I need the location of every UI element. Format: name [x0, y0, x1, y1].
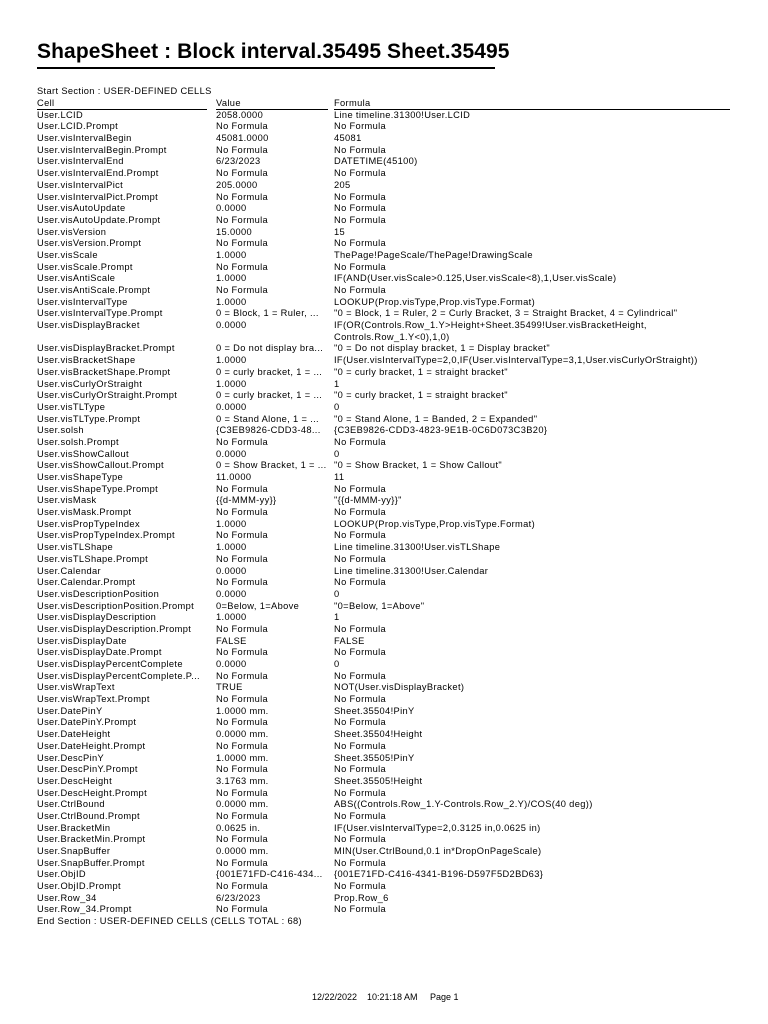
- cell-formula: No Formula: [334, 904, 387, 915]
- table-row: [37, 834, 737, 846]
- cell-formula: FALSE: [334, 635, 365, 646]
- cell-name: User.visShowCallout.Prompt: [37, 460, 164, 471]
- cell-name: User.visCurlyOrStraight.Prompt: [37, 390, 178, 401]
- cell-name: User.DatePinY.Prompt: [37, 717, 137, 728]
- cell-name: User.BracketMin.Prompt: [37, 834, 146, 845]
- table-row: [37, 671, 737, 683]
- cell-formula: "0=Below, 1=Above": [334, 600, 425, 611]
- table-row: [37, 741, 737, 753]
- cell-formula: 205: [334, 179, 351, 190]
- cell-value: 15.0000: [216, 226, 253, 237]
- cell-value: 0.0000 mm.: [216, 846, 269, 857]
- cell-value: 0.0000 mm.: [216, 799, 269, 810]
- cell-value: 0.0625 in.: [216, 822, 261, 833]
- cell-formula: {001E71FD-C416-4341-B196-D597F5D2BD63}: [334, 869, 544, 880]
- cell-formula: Line timeline.31300!User.Calendar: [334, 565, 489, 576]
- cell-formula: No Formula: [334, 191, 387, 202]
- cell-name: User.visWrapText.Prompt: [37, 694, 150, 705]
- cell-formula: 1: [334, 612, 340, 623]
- cell-name: User.visAntiScale: [37, 273, 116, 284]
- cell-name: User.Calendar.Prompt: [37, 577, 136, 588]
- cell-value: 1.0000 mm.: [216, 705, 269, 716]
- cell-value: No Formula: [216, 238, 269, 249]
- cell-name: User.visVersion: [37, 226, 107, 237]
- cell-name: User.CtrlBound: [37, 799, 105, 810]
- cell-formula: 0: [334, 448, 340, 459]
- table-row: [37, 121, 737, 133]
- cell-name: User.visShowCallout: [37, 448, 129, 459]
- cell-formula: No Formula: [334, 144, 387, 155]
- cell-formula: No Formula: [334, 577, 387, 588]
- cell-formula: No Formula: [334, 203, 387, 214]
- cell-name: User.ObjID.Prompt: [37, 881, 121, 892]
- table-row: [37, 788, 737, 800]
- cell-value: No Formula: [216, 694, 269, 705]
- table-row: [37, 379, 737, 391]
- cell-name: User.solsh.Prompt: [37, 436, 119, 447]
- cell-value: No Formula: [216, 857, 269, 868]
- cell-value: No Formula: [216, 507, 269, 518]
- cell-value: 0.0000: [216, 320, 247, 331]
- table-row: [37, 764, 737, 776]
- cell-formula: ABS((Controls.Row_1.Y-Controls.Row_2.Y)/COS(40 deg)): [334, 799, 593, 810]
- cell-formula: No Formula: [334, 810, 387, 821]
- footer-page-number: Page 1: [430, 992, 459, 1002]
- table-row: [37, 285, 737, 297]
- cell-value: 0 = curly bracket, 1 = ...: [216, 390, 323, 401]
- cell-value: No Formula: [216, 191, 269, 202]
- cell-name: User.visMask: [37, 495, 97, 506]
- cell-name: User.visIntervalPict: [37, 179, 124, 190]
- cell-value: 3.1763 mm.: [216, 775, 269, 786]
- table-row: [37, 858, 737, 870]
- table-body: [37, 110, 737, 916]
- table-row: [37, 425, 737, 437]
- cell-value: 1.0000: [216, 273, 247, 284]
- table-row: [37, 449, 737, 461]
- cell-name: User.DescHeight: [37, 775, 113, 786]
- footer-time: 10:21:18 AM: [367, 992, 418, 1002]
- cell-formula: "0 = Block, 1 = Ruler, 2 = Curly Bracket, 3 = Straight Bracket, 4 = Cylindrical": [334, 308, 678, 319]
- table-row: [37, 484, 737, 496]
- cell-formula: LOOKUP(Prop.visType,Prop.visType.Format): [334, 296, 536, 307]
- cell-value: No Formula: [216, 764, 269, 775]
- cell-value: 1.0000: [216, 355, 247, 366]
- cell-formula: Line timeline.31300!User.visTLShape: [334, 542, 501, 553]
- table-row: [37, 811, 737, 823]
- table-row: [37, 694, 737, 706]
- cell-name: User.visTLType.Prompt: [37, 413, 141, 424]
- table-row: [37, 729, 737, 741]
- cell-formula: Sheet.35505!PinY: [334, 752, 415, 763]
- cell-value: 1.0000: [216, 612, 247, 623]
- cell-name: User.visDisplayPercentComplete.P...: [37, 670, 200, 681]
- cell-formula: No Formula: [334, 483, 387, 494]
- cell-value: No Formula: [216, 144, 269, 155]
- table-row: [37, 706, 737, 718]
- cell-value: No Formula: [216, 787, 269, 798]
- cell-value: 1.0000: [216, 378, 247, 389]
- cell-formula: "{{d-MMM-yy}}": [334, 495, 402, 506]
- table-row: [37, 402, 737, 414]
- cell-value: 0 = Show Bracket, 1 = ...: [216, 460, 327, 471]
- cell-formula: No Formula: [334, 834, 387, 845]
- cell-formula: Sheet.35505!Height: [334, 775, 423, 786]
- table-row: [37, 577, 737, 589]
- table-row: [37, 612, 737, 624]
- cell-formula: No Formula: [334, 694, 387, 705]
- column-header-formula: Formula: [334, 98, 371, 108]
- table-row: [37, 367, 737, 379]
- cell-formula: No Formula: [334, 647, 387, 658]
- cell-formula: IF(User.visIntervalType=2,0,IF(User.visIntervalType=3,1,User.visCurlyOrStraight)): [334, 355, 698, 366]
- cell-name: User.visMask.Prompt: [37, 507, 132, 518]
- cell-name: User.DateHeight: [37, 729, 111, 740]
- cell-name: User.visDisplayDate: [37, 635, 127, 646]
- cell-value: 45081.0000: [216, 133, 269, 144]
- cell-formula: LOOKUP(Prop.visType,Prop.visType.Format): [334, 518, 536, 529]
- table-row: [37, 110, 737, 122]
- cell-value: No Formula: [216, 670, 269, 681]
- cell-name: User.visDisplayBracket.Prompt: [37, 343, 175, 354]
- table-row: [37, 133, 737, 145]
- table-row: [37, 308, 737, 320]
- cell-name: User.DescPinY: [37, 752, 105, 763]
- cell-value: 0 = Block, 1 = Ruler, ...: [216, 308, 319, 319]
- cell-formula: No Formula: [334, 530, 387, 541]
- table-row: [37, 776, 737, 788]
- table-row: [37, 659, 737, 671]
- cell-value: 6/23/2023: [216, 156, 261, 167]
- cell-name: User.visScale.Prompt: [37, 261, 133, 272]
- cell-formula: IF(AND(User.visScale>0.125,User.visScale<8),1,User.visScale): [334, 273, 617, 284]
- cell-value: FALSE: [216, 635, 247, 646]
- cell-value: No Formula: [216, 483, 269, 494]
- table-row: [37, 846, 737, 858]
- table-row: [37, 343, 737, 355]
- table-row: [37, 904, 737, 916]
- cell-formula: No Formula: [334, 507, 387, 518]
- cell-value: No Formula: [216, 553, 269, 564]
- cell-name: User.visTLShape.Prompt: [37, 553, 149, 564]
- table-row: [37, 647, 737, 659]
- cell-value: No Formula: [216, 904, 269, 915]
- cell-formula: No Formula: [334, 857, 387, 868]
- table-row: [37, 168, 737, 180]
- cell-value: 1.0000: [216, 542, 247, 553]
- cell-value: No Formula: [216, 168, 269, 179]
- cell-name: User.visShapeType.Prompt: [37, 483, 159, 494]
- cell-name: User.visIntervalBegin: [37, 133, 132, 144]
- table-row: [37, 601, 737, 613]
- cell-formula: No Formula: [334, 261, 387, 272]
- table-row: [37, 753, 737, 765]
- cell-name: User.visIntervalBegin.Prompt: [37, 144, 167, 155]
- cell-value: 2058.0000: [216, 109, 264, 120]
- cell-name: User.visShapeType: [37, 472, 124, 483]
- table-row: [37, 414, 737, 426]
- table-row: [37, 566, 737, 578]
- table-row: [37, 881, 737, 893]
- shapesheet-table: [37, 98, 737, 928]
- cell-value: No Formula: [216, 740, 269, 751]
- table-row: [37, 495, 737, 507]
- cell-name: User.DateHeight.Prompt: [37, 740, 146, 751]
- cell-name: User.visDisplayPercentComplete: [37, 659, 183, 670]
- table-row: [37, 180, 737, 192]
- cell-value: 6/23/2023: [216, 892, 261, 903]
- cell-formula: 0: [334, 659, 340, 670]
- table-row: [37, 156, 737, 168]
- table-row: [37, 542, 737, 554]
- cell-name: User.DescHeight.Prompt: [37, 787, 148, 798]
- cell-formula: Line timeline.31300!User.LCID: [334, 109, 471, 120]
- cell-formula: "0 = curly bracket, 1 = straight bracket": [334, 366, 508, 377]
- cell-value: 1.0000: [216, 296, 247, 307]
- cell-value: 0.0000: [216, 565, 247, 576]
- cell-name: User.visIntervalPict.Prompt: [37, 191, 159, 202]
- cell-formula: No Formula: [334, 717, 387, 728]
- cell-formula: 11: [334, 472, 345, 483]
- table-row: [37, 250, 737, 262]
- cell-name: User.visDisplayDate.Prompt: [37, 647, 162, 658]
- cell-formula: No Formula: [334, 121, 387, 132]
- table-row: [37, 589, 737, 601]
- cell-value: No Formula: [216, 436, 269, 447]
- cell-formula: Sheet.35504!Height: [334, 729, 423, 740]
- cell-value: No Formula: [216, 530, 269, 541]
- table-row: [37, 893, 737, 905]
- cell-value: 0 = Stand Alone, 1 = ...: [216, 413, 319, 424]
- cell-formula: ThePage!PageScale/ThePage!DrawingScale: [334, 249, 533, 260]
- cell-value: 0 = curly bracket, 1 = ...: [216, 366, 323, 377]
- cell-name: User.visScale: [37, 249, 98, 260]
- cell-name: User.Calendar: [37, 565, 101, 576]
- cell-name: User.visDisplayDescription: [37, 612, 157, 623]
- cell-value: 0.0000: [216, 588, 247, 599]
- table-row: [37, 624, 737, 636]
- cell-formula: No Formula: [334, 881, 387, 892]
- cell-value: No Formula: [216, 717, 269, 728]
- cell-value: No Formula: [216, 810, 269, 821]
- table-row: [37, 823, 737, 835]
- cell-value: 0.0000: [216, 203, 247, 214]
- table-row: [37, 192, 737, 204]
- cell-value: 1.0000: [216, 249, 247, 260]
- cell-formula: [334, 320, 647, 343]
- cell-name: User.solsh: [37, 425, 84, 436]
- column-header-value: Value: [216, 98, 241, 108]
- cell-value: No Formula: [216, 285, 269, 295]
- cell-value: TRUE: [216, 682, 243, 693]
- cell-name: User.CtrlBound.Prompt: [37, 810, 140, 821]
- cell-name: User.SnapBuffer: [37, 846, 111, 857]
- cell-name: User.ObjID: [37, 869, 86, 880]
- cell-formula: Sheet.35504!PinY: [334, 705, 415, 716]
- cell-formula: No Formula: [334, 214, 387, 225]
- cell-name: User.visBracketShape: [37, 355, 136, 366]
- cell-value: No Formula: [216, 647, 269, 658]
- cell-formula: 0: [334, 588, 340, 599]
- cell-name: User.visDisplayBracket: [37, 320, 140, 331]
- cell-value: {C3EB9826-CDD3-48...: [216, 425, 321, 436]
- cell-value: No Formula: [216, 623, 269, 634]
- table-row: [37, 682, 737, 694]
- table-row: [37, 320, 737, 343]
- cell-value: {001E71FD-C416-434...: [216, 869, 323, 880]
- cell-name: User.visDisplayDescription.Prompt: [37, 623, 192, 634]
- cell-value: No Formula: [216, 881, 269, 892]
- cell-formula: No Formula: [334, 670, 387, 681]
- cell-name: User.visCurlyOrStraight: [37, 378, 143, 389]
- table-row: [37, 297, 737, 309]
- column-header-cell: Cell: [37, 98, 55, 108]
- cell-name: User.visAntiScale.Prompt: [37, 285, 151, 295]
- cell-formula: No Formula: [334, 787, 387, 798]
- table-row: [37, 636, 737, 648]
- cell-name: User.visIntervalType.Prompt: [37, 308, 163, 319]
- cell-name: User.visPropTypeIndex: [37, 518, 140, 529]
- cell-name: User.visTLShape: [37, 542, 114, 553]
- cell-formula: Prop.Row_6: [334, 892, 389, 903]
- cell-value: 0.0000: [216, 448, 247, 459]
- table-row: [37, 273, 737, 285]
- table-row: [37, 472, 737, 484]
- cell-name: User.visPropTypeIndex.Prompt: [37, 530, 175, 541]
- cell-name: User.LCID.Prompt: [37, 121, 119, 132]
- table-row: [37, 519, 737, 531]
- cell-name: User.BracketMin: [37, 822, 111, 833]
- cell-name: User.visVersion.Prompt: [37, 238, 142, 249]
- cell-formula: NOT(User.visDisplayBracket): [334, 682, 465, 693]
- table-row: [37, 717, 737, 729]
- cell-formula: No Formula: [334, 623, 387, 634]
- table-header: [37, 98, 737, 110]
- cell-value: 0=Below, 1=Above: [216, 600, 300, 611]
- cell-value: {{d-MMM-yy}}: [216, 495, 277, 506]
- table-row: [37, 530, 737, 542]
- cell-formula: No Formula: [334, 436, 387, 447]
- cell-name: User.visIntervalEnd.Prompt: [37, 168, 159, 179]
- cell-name: User.Row_34.Prompt: [37, 904, 132, 915]
- cell-formula: MIN(User.CtrlBound,0.1 in*DropOnPageScale): [334, 846, 542, 857]
- cell-formula: "0 = Do not display bracket, 1 = Display bracket": [334, 343, 550, 354]
- table-row: [37, 215, 737, 227]
- cell-name: User.visWrapText: [37, 682, 115, 693]
- cell-formula: DATETIME(45100): [334, 156, 418, 167]
- table-row: [37, 460, 737, 472]
- cell-value: 1.0000: [216, 518, 247, 529]
- cell-value: No Formula: [216, 214, 269, 225]
- cell-value: 1.0000 mm.: [216, 752, 269, 763]
- cell-formula: No Formula: [334, 764, 387, 775]
- cell-name: User.visTLType: [37, 401, 106, 412]
- section-end-label: End Section : USER-DEFINED CELLS (CELLS TOTAL : 68): [37, 916, 302, 927]
- section-start-label: Start Section : USER-DEFINED CELLS: [37, 86, 212, 96]
- table-row: [37, 203, 737, 215]
- cell-formula: "0 = Stand Alone, 1 = Banded, 2 = Expanded": [334, 413, 538, 424]
- table-row: [37, 262, 737, 274]
- cell-value: 205.0000: [216, 179, 258, 190]
- cell-formula: "0 = curly bracket, 1 = straight bracket": [334, 390, 508, 401]
- cell-name: User.visBracketShape.Prompt: [37, 366, 171, 377]
- cell-value: 0.0000 mm.: [216, 729, 269, 740]
- cell-name: User.visDescriptionPosition.Prompt: [37, 600, 195, 611]
- cell-value: 0.0000: [216, 659, 247, 670]
- cell-value: No Formula: [216, 121, 269, 132]
- cell-formula: IF(User.visIntervalType=2,0.3125 in,0.0625 in): [334, 822, 541, 833]
- cell-name: User.Row_34: [37, 892, 97, 903]
- cell-name: User.DatePinY: [37, 705, 103, 716]
- cell-formula: No Formula: [334, 168, 387, 179]
- table-row: [37, 507, 737, 519]
- table-row: [37, 554, 737, 566]
- cell-name: User.visIntervalEnd: [37, 156, 124, 167]
- cell-formula: 0: [334, 401, 340, 412]
- cell-formula: No Formula: [334, 553, 387, 564]
- cell-name: User.SnapBuffer.Prompt: [37, 857, 145, 868]
- cell-value: No Formula: [216, 261, 269, 272]
- cell-name: User.DescPinY.Prompt: [37, 764, 138, 775]
- cell-formula-line: IF(OR(Controls.Row_1.Y>Height+Sheet.35499!User.visBracketHeight,: [334, 320, 647, 331]
- title-underline: [37, 67, 495, 69]
- table-row: [37, 238, 737, 250]
- cell-formula-line: Controls.Row_1.Y<0),1,0): [334, 331, 450, 342]
- cell-name: User.visAutoUpdate.Prompt: [37, 214, 161, 225]
- cell-formula: 1: [334, 378, 340, 389]
- cell-name: User.visDescriptionPosition: [37, 588, 160, 599]
- footer-date: 12/22/2022: [312, 992, 358, 1002]
- table-row: [37, 799, 737, 811]
- cell-formula: No Formula: [334, 285, 387, 295]
- cell-formula: No Formula: [334, 238, 387, 249]
- cell-formula: {C3EB9826-CDD3-4823-9E1B-0C6D073C3B20}: [334, 425, 548, 436]
- table-row: [37, 145, 737, 157]
- table-row: [37, 227, 737, 239]
- cell-name: User.visIntervalType: [37, 296, 128, 307]
- table-row: [37, 390, 737, 402]
- cell-value: 0.0000: [216, 401, 247, 412]
- page-title: ShapeSheet : Block interval.35495 Sheet.35495: [37, 40, 510, 63]
- table-row: [37, 355, 737, 367]
- cell-formula: 15: [334, 226, 346, 237]
- table-row: [37, 437, 737, 449]
- cell-formula: "0 = Show Bracket, 1 = Show Callout": [334, 460, 503, 471]
- cell-name: User.visAutoUpdate: [37, 203, 126, 214]
- cell-value: 11.0000: [216, 472, 252, 483]
- cell-value: No Formula: [216, 834, 269, 845]
- cell-value: No Formula: [216, 577, 269, 588]
- cell-name: User.LCID: [37, 109, 84, 120]
- cell-formula: 45081: [334, 133, 362, 144]
- table-row: [37, 869, 737, 881]
- cell-formula: No Formula: [334, 740, 387, 751]
- cell-value: 0 = Do not display bra...: [216, 343, 324, 354]
